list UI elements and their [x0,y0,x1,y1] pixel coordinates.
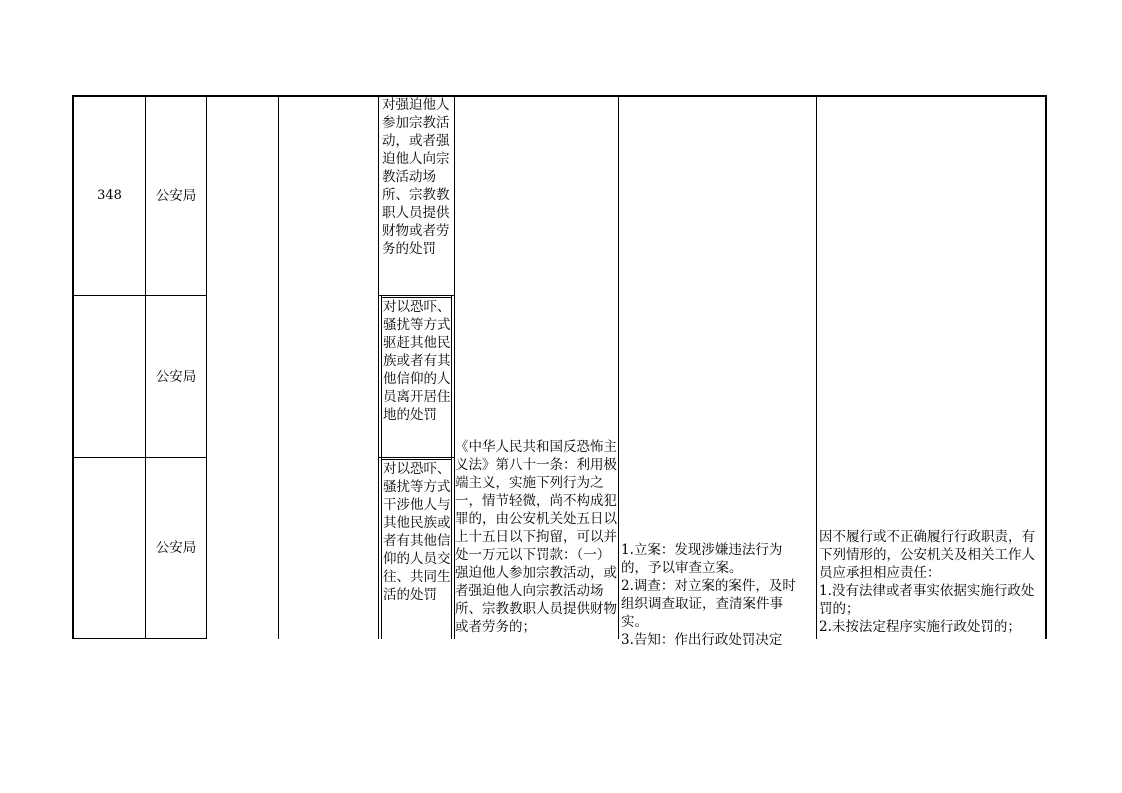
row-1-index: 348 [97,188,122,203]
col-line-2 [206,95,207,639]
responsibility-text: 因不履行或不正确履行行政职责，有下列情形的，公安机关及相关工作人员应承担相应责任： 1.没有法律或者事实依据实施行政处罚的； 2.未按法定程序实施行政处罚的； [819,529,1035,635]
item-inner-left [381,295,382,639]
row-1-item: 对强迫他人参加宗教活动，或者强迫他人向宗教活动场所、宗教教职人员提供财物或者劳务的处罚 [382,97,450,257]
basis-clip [455,96,618,639]
col-line-8 [1045,95,1047,639]
row-3-item: 对以恐吓、骚扰等方式干涉他人与其他民族或者有其他信仰的人员交往、共同生活的处罚 [383,461,451,603]
col-line-3 [278,95,279,639]
table-bottom-border [72,638,207,639]
col-line-4 [378,95,379,639]
row-2-item: 对以恐吓、骚扰等方式驱赶其他民族或者有其他信仰的人员离开居住地的处罚 [383,299,451,423]
row-3-index [74,458,145,638]
row-2-department: 公安局 [155,368,197,385]
row-3-department: 公安局 [155,540,197,556]
row-2-index [74,296,145,457]
legal-basis: 《中华人民共和国反恐怖主义法》第八十一条：利用极端主义，实施下列行为之一，情节轻微，尚不构成犯罪的，由公安机关处五日以上十五日以下拘留，可以并处一万元以下罚款：（一）强迫他人参加宗教活动，或者强迫他人向宗教活动场所、宗教教职人员提供财物或者劳务的； [455,439,617,635]
enforcement-process: 1.立案：发现涉嫌违法行为的，予以审查立案。 2.调查：对立案的案件，及时组织调查取证，查清案件事实。 3.告知：作出行政处罚决定 [621,542,796,648]
process-clip [619,96,816,648]
row-sep-1b [378,295,455,296]
row-1-department: 公安局 [155,188,197,204]
responsibility-clip [817,96,1045,639]
item-inner-right [451,295,452,639]
